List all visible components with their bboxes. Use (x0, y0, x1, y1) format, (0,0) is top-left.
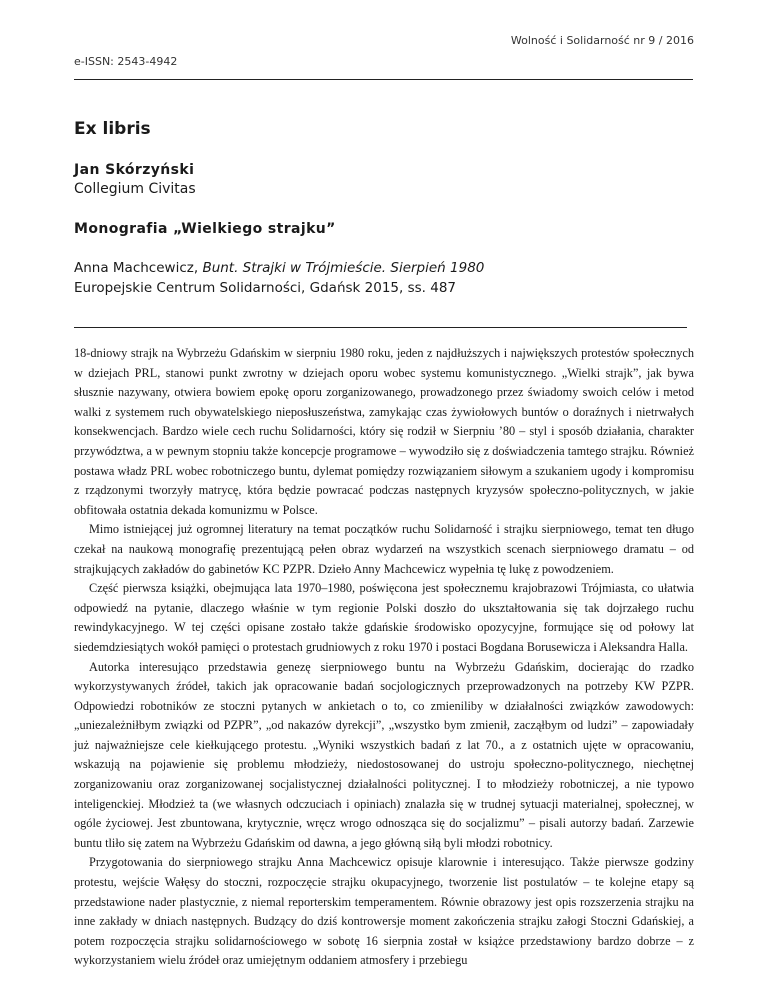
top-divider (74, 79, 693, 80)
paragraph: 18-dniowy strajk na Wybrzeżu Gdańskim w sierpniu 1980 roku, jeden z najdłuższych i największych protestów społecznych w dziejach PRL, stanowi punkt zwrotny w dziejach oporu wobec systemu komunistycznego. „Wielki strajk”, jak bywa słusznie nazywany, otwiera bowiem epokę oporu zorganizowanego, prowadzonego przez świadomy swoich celów i metod walki z systemem ruch obywatelskiego nieposłuszeństwa, zamykając czas żywiołowych buntów o doraźnych i nietrwałych konsekwencjach. Bardzo wiele cech ruchu Solidarności, który się rodził w Sierpniu ’80 – styl i sposób działania, charakter przywództwa, a w pewnym stopniu także koncepcje programowe – wywodziło się z doświadczenia tamtego strajku. Również postawa władz PRL wobec robotniczego buntu, dylemat pomiędzy rozwiązaniem siłowym a szukaniem ugody i kompromisu z rządzonymi tworzyły matrycę, która będzie powracać podczas następnych kryzysów społeczno-politycznych, w jakie obfitowała ostatnia dekada komunizmu w Polsce. (74, 346, 694, 517)
article-body (74, 344, 694, 971)
article-title: Monografia „Wielkiego strajku” (74, 221, 336, 237)
author-affiliation: Collegium Civitas (74, 181, 196, 197)
section-title: Ex libris (74, 119, 151, 139)
header-bottom-divider (74, 327, 687, 328)
book-publisher: Europejskie Centrum Solidarności, Gdańsk 2015, ss. 487 (74, 280, 457, 296)
issn-label: e-ISSN: 2543-4942 (74, 55, 178, 68)
paragraph: Mimo istniejącej już ogromnej literatury na temat początków ruchu Solidarność i strajku sierpniowego, temat ten długo czekał na naukową monografię prezentującą pełen obraz wydarzeń na wszystkich scenach sierpniowego dramatu – od strajkujących zakładów do gabinetów KC PZPR. Dzieło Anny Machcewicz wypełnia tę lukę z powodzeniem. (74, 522, 694, 576)
paragraph: Część pierwsza książki, obejmująca lata 1970–1980, poświęcona jest społecznemu krajobrazowi Trójmiasta, co ułatwia odpowiedź na pytanie, dlaczego właśnie w tym regionie Polski doszło do ukształtowania się tak dojrzałego ruchu rewindykacyjnego. W tej części opisane zostało także gdańskie środowisko opozycyjne, formujące się od połowy lat siedemdziesiątych wokół pamięci o protestach grudniowych z roku 1970 i postaci Bogdana Borusewicza i Aleksandra Halla. (74, 581, 694, 654)
journal-issue-header: Wolność i Solidarność nr 9 / 2016 (510, 34, 694, 47)
book-author: Anna Machcewicz, (74, 260, 199, 276)
paragraph: Autorka interesująco przedstawia genezę sierpniowego buntu na Wybrzeżu Gdańskim, docierając do rzadko wykorzystywanych źródeł, takich jak opracowanie badań socjologicznych przeprowadzonych na potrzeby KW PZPR. Odpowiedzi robotników ze stoczni pytanych w ankietach o to, co zmieniliby w działalności związków zawodowych: „uniezależniłbym związki od PZPR”, „od nakazów dyrekcji”, „wszystko bym zmienił, zacząłbym od ludzi” – zapowiadały już najważniejsze cele kiełkującego protestu. „Wyniki wszystkich badań z lat 70., a z ostatnich ujęte w opracowaniu, wskazują na pojawienie się problemu młodzieży, niedostosowanej do ustroju społeczno-politycznego, niechętnej zorganizowaniu oraz zorganizowanej socjalistycznej działalności politycznej. I to młodzieży robotniczej, a nie typowo inteligenckiej. Młodzież ta (we własnych odczuciach i opiniach) znalazła się w trudnej sytuacji materialnej, społecznej, w ogóle życiowej. Jest zbuntowana, krytycznie, wręcz wrogo odnosząca się do socjalizmu” – pisali autorzy badań. Zarzewie buntu tliło się zatem na Wybrzeżu Gdańskim od dawna, a jego główną siłą byli młodzi robotnicy. (74, 659, 694, 850)
article-author: Jan Skórzyński (74, 162, 195, 178)
paragraph: Przygotowania do sierpniowego strajku Anna Machcewicz opisuje klarownie i interesująco. Także pierwsze godziny protestu, wejście Wałęsy do stoczni, rozpoczęcie strajku okupacyjnego, tworzenie list postulatów – te kolejne etapy są przedstawione nader plastycznie, z niemal reporterskim temperamentem. Równie obrazowy jest opis rozszerzenia strajku na inne zakłady w dniach następnych. Budzący do dziś kontrowersje moment zakończenia strajku załogi Stoczni Gdańskiej, a potem rozpoczęcia strajku solidarnościowego w sobotę 16 sierpnia został w książce przedstawiony bardzo dobrze – z wykorzystaniem wielu źródeł oraz umiejętnym oddaniem atmosfery i przebiegu (74, 855, 694, 968)
reviewed-book-line (74, 260, 484, 276)
book-title: Bunt. Strajki w Trójmieście. Sierpień 1980 (202, 260, 485, 276)
